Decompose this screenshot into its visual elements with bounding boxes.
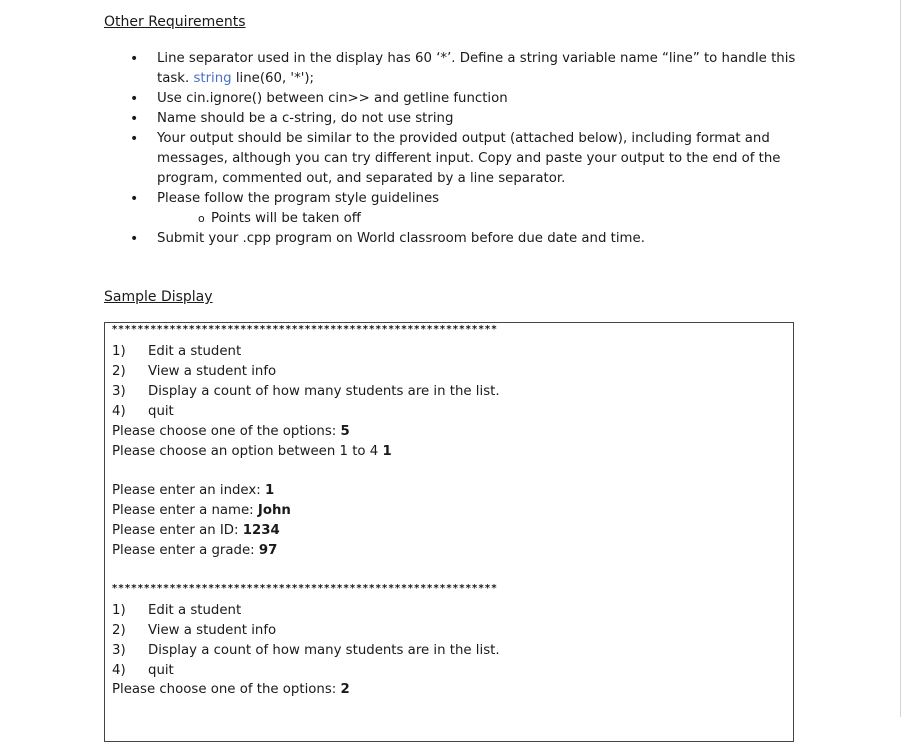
menu-option: 1) Edit a student [112, 344, 242, 359]
requirement-item: • Name should be a c-string, do not use string [130, 109, 810, 129]
menu-option: 3) Display a count of how many students are in the list. [112, 642, 500, 658]
user-input: 1234 [242, 523, 280, 539]
prompt-line: Please enter a name: John [112, 503, 291, 519]
prompt-line: Please choose an option between 1 to 4 1 [112, 443, 392, 459]
user-input: 97 [258, 543, 278, 559]
line-separator: ************************************************************ [112, 324, 498, 335]
menu-option: 4) quit [112, 403, 174, 419]
requirements-list [130, 49, 810, 249]
menu-option: 3) Display a count of how many students are in the list. [112, 383, 500, 399]
user-input: 1 [382, 443, 392, 459]
user-input: 5 [340, 423, 350, 439]
prompt-line: Please enter an index: 1 [112, 483, 275, 499]
other-requirements-heading: Other Requirements [104, 14, 246, 30]
requirement-item: • Use cin.ignore() between cin>> and getline function [130, 89, 810, 109]
sample-display-output [112, 322, 782, 700]
code-type-keyword: string [193, 71, 232, 86]
menu-option: 2) View a student info [112, 363, 277, 379]
requirement-item: • Submit your .cpp program on World classroom before due date and time. [130, 229, 810, 249]
page-right-edge [900, 0, 901, 717]
user-input: John [257, 503, 291, 519]
requirement-item: • Line separator used in the display has 60 ‘*’. Define a string variable name “line” to handle this task. string line(60, '*'); [130, 49, 810, 89]
code-snippet: line(60, '*'); [231, 71, 315, 86]
prompt-line: Please choose one of the options: 2 [112, 682, 350, 698]
menu-option: 2) View a student info [112, 622, 277, 638]
sub-requirement-item: o Points will be taken off [157, 209, 810, 229]
requirement-item: • Please follow the program style guidelines o Points will be taken off [130, 189, 810, 229]
sample-display-heading: Sample Display [104, 289, 213, 305]
prompt-line: Please enter a grade: 97 [112, 543, 278, 559]
menu-option: 1) Edit a student [112, 602, 242, 618]
requirement-item: • Your output should be similar to the provided output (attached below), including format and messages, although you can try different input. Copy and paste your output to the end of the program, commented out, and separated by a line separator. [130, 129, 810, 189]
prompt-line: Please enter an ID: 1234 [112, 523, 280, 539]
line-separator: ************************************************************ [112, 582, 498, 594]
prompt-line: Please choose one of the options: 5 [112, 423, 350, 439]
menu-option: 4) quit [112, 662, 174, 678]
user-input: 1 [264, 483, 275, 499]
user-input: 2 [340, 682, 350, 698]
